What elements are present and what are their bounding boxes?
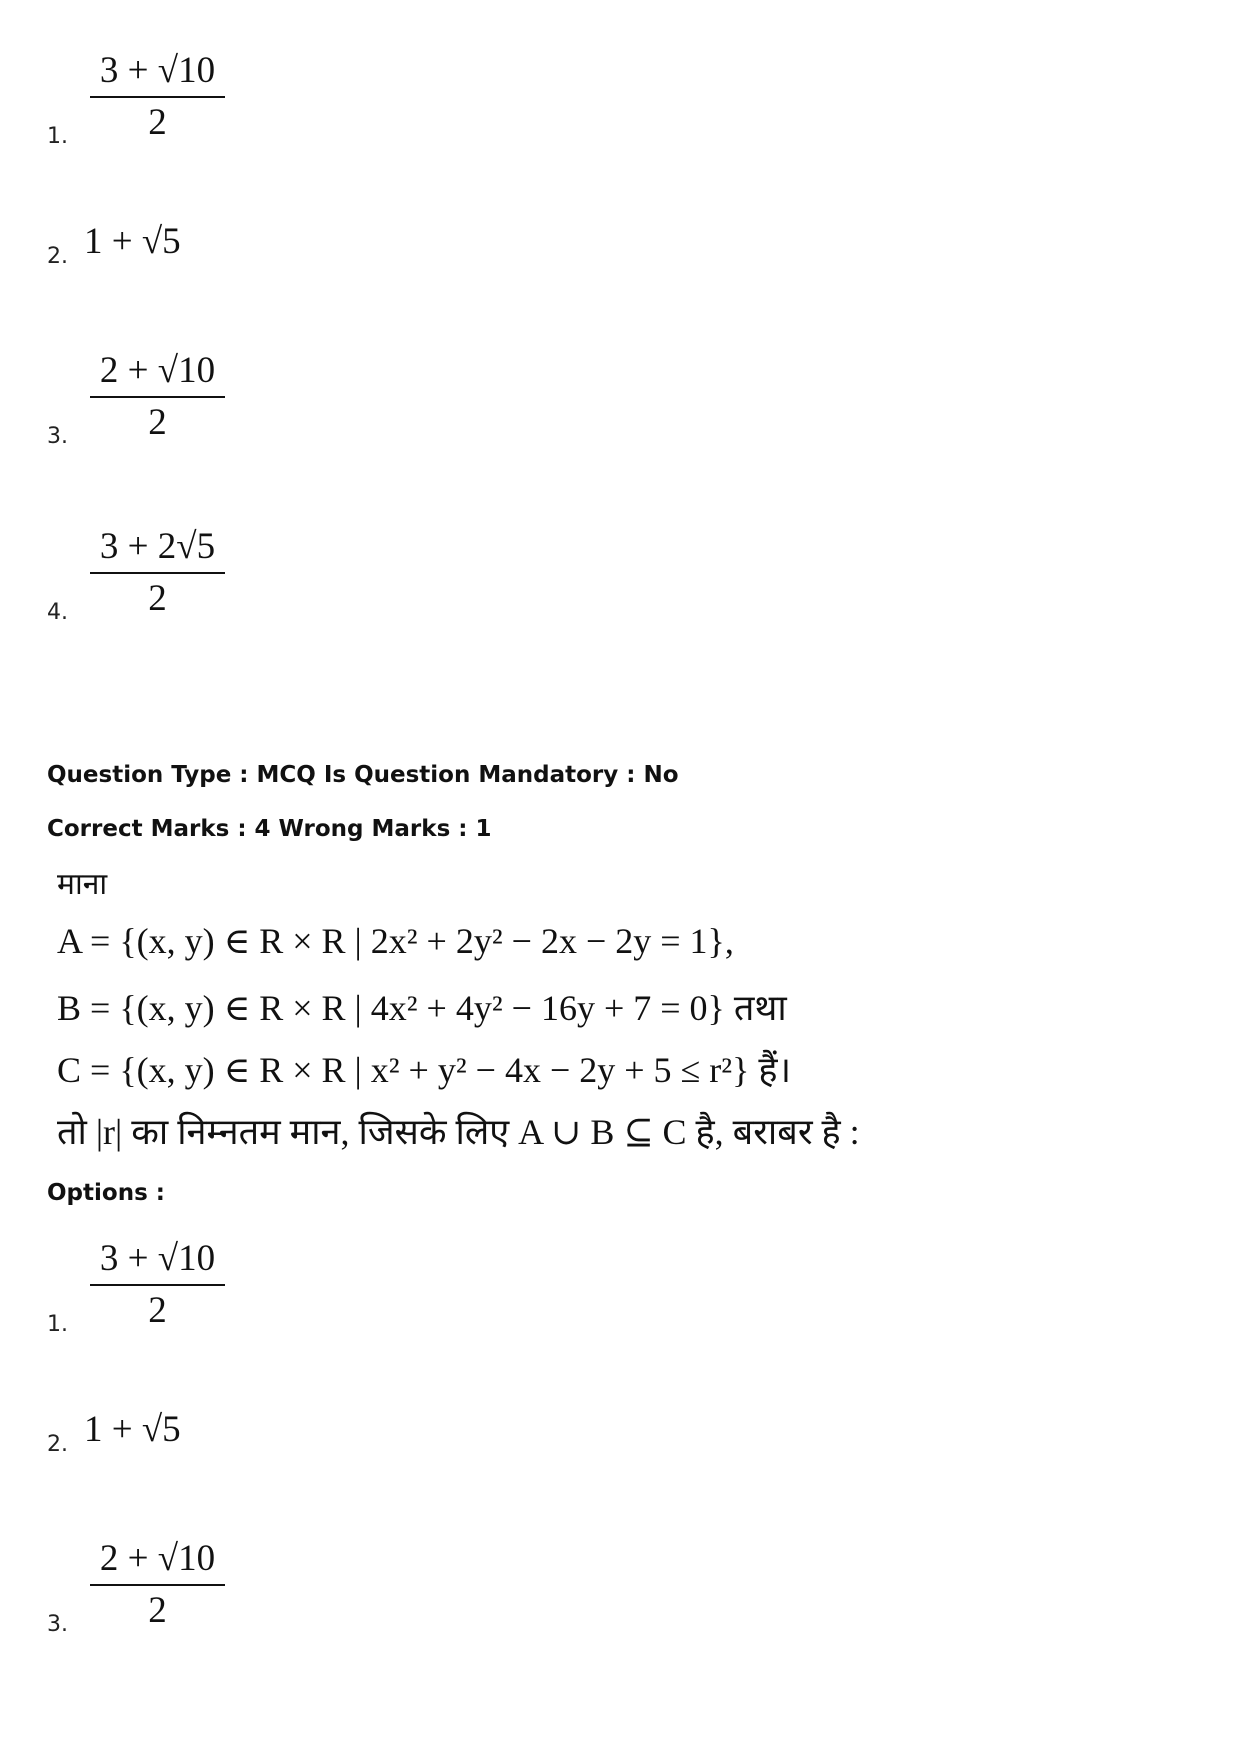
- option-number: 2.: [47, 1432, 68, 1457]
- denominator: 2: [148, 1290, 167, 1331]
- denominator: 2: [148, 402, 167, 443]
- numerator-text: 3 + √10: [99, 50, 216, 91]
- fraction: [90, 48, 225, 146]
- fraction: [90, 1536, 225, 1634]
- option-number: 1.: [47, 124, 68, 149]
- numerator-text: 3 + 2√5: [99, 526, 216, 567]
- option-number: 1.: [47, 1312, 68, 1337]
- numerator-text: 2 + √10: [99, 1538, 216, 1579]
- fraction-bar: [90, 1284, 225, 1286]
- set-a-definition: A = {(x, y) ∈ R × R | 2x² + 2y² − 2x − 2y = 1},: [57, 921, 734, 961]
- denominator: 2: [148, 578, 167, 619]
- set-b-definition: B = {(x, y) ∈ R × R | 4x² + 4y² − 16y + 7 = 0} तथा: [57, 988, 787, 1028]
- fraction: [90, 1236, 225, 1334]
- option-number: 4.: [47, 600, 68, 625]
- numerator: [90, 1236, 225, 1282]
- denominator: 2: [148, 1590, 167, 1631]
- expression: 1 + √5: [84, 1409, 181, 1450]
- fraction: [90, 524, 225, 622]
- question-type-line: Question Type : MCQ Is Question Mandatory : No: [47, 762, 679, 788]
- numerator: [90, 524, 225, 570]
- fraction-bar: [90, 96, 225, 98]
- fraction: [90, 348, 225, 446]
- question-ask: तो |r| का निम्नतम मान, जिसके लिए A ∪ B ⊆ C है, बराबर है :: [57, 1112, 860, 1152]
- question-intro: माना: [57, 867, 108, 902]
- fraction-bar: [90, 572, 225, 574]
- denominator: 2: [148, 102, 167, 143]
- option-number: 2.: [47, 244, 68, 269]
- numerator: [90, 1536, 225, 1582]
- numerator-text: 2 + √10: [99, 350, 216, 391]
- marks-line: Correct Marks : 4 Wrong Marks : 1: [47, 816, 492, 842]
- option-number: 3.: [47, 424, 68, 449]
- fraction-bar: [90, 1584, 225, 1586]
- numerator: [90, 348, 225, 394]
- option-number: 3.: [47, 1612, 68, 1637]
- numerator-text: 3 + √10: [99, 1238, 216, 1279]
- set-c-definition: C = {(x, y) ∈ R × R | x² + y² − 4x − 2y + 5 ≤ r²} हैं।: [57, 1050, 792, 1090]
- options-label: Options :: [47, 1180, 165, 1206]
- numerator: [90, 48, 225, 94]
- expression: 1 + √5: [84, 221, 181, 262]
- fraction-bar: [90, 396, 225, 398]
